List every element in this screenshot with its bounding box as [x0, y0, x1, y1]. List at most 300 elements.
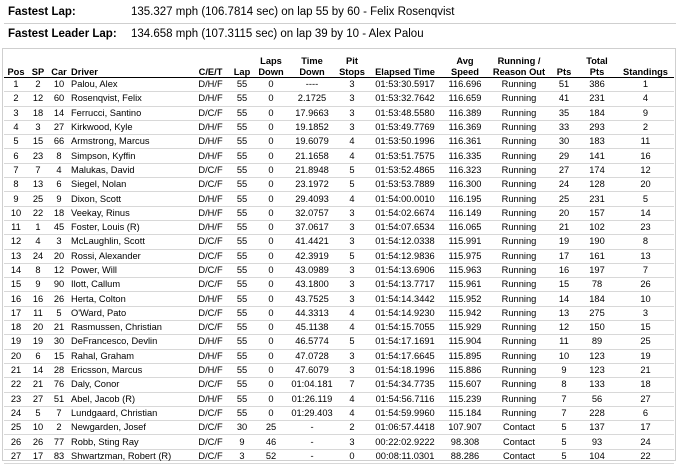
- cell-time-down: 41.4421: [287, 235, 337, 249]
- cell-pts: 35: [551, 106, 577, 120]
- col-header-total-pts: Total Pts: [577, 54, 617, 78]
- col-header-pit-stops: Pit Stops: [337, 54, 367, 78]
- cell-standings: 15: [617, 321, 674, 335]
- table-row: [4, 306, 674, 320]
- col-header-lap: Lap: [229, 54, 255, 78]
- cell-standings: 7: [617, 263, 674, 277]
- cell-laps-down: 0: [255, 135, 287, 149]
- cell-total-pts: 150: [577, 321, 617, 335]
- cell-laps-down: 0: [255, 220, 287, 234]
- cell-pos: 26: [4, 435, 28, 449]
- cell-time-down: 01:29.403: [287, 406, 337, 420]
- cell-elapsed-time: 01:54:17.6645: [367, 349, 443, 363]
- cell-car: 26: [48, 292, 70, 306]
- results-body: [4, 78, 674, 464]
- cell-car: 28: [48, 363, 70, 377]
- cell-elapsed-time: 01:54:12.9836: [367, 249, 443, 263]
- cell-cet: D/C/F: [192, 235, 229, 249]
- cell-sp: 6: [28, 349, 48, 363]
- cell-driver: Ericsson, Marcus: [70, 363, 192, 377]
- cell-avg-speed: 88.286: [443, 449, 487, 463]
- cell-sp: 13: [28, 178, 48, 192]
- cell-lap: 55: [229, 349, 255, 363]
- cell-cet: D/H/F: [192, 292, 229, 306]
- cell-car: 5: [48, 306, 70, 320]
- cell-driver: O'Ward, Pato: [70, 306, 192, 320]
- cell-driver: Veekay, Rinus: [70, 206, 192, 220]
- cell-time-down: 43.1800: [287, 278, 337, 292]
- cell-car: 10: [48, 78, 70, 92]
- results-table: [4, 54, 674, 464]
- cell-time-down: ----: [287, 78, 337, 92]
- table-row: [4, 235, 674, 249]
- col-header-laps-down: Laps Down: [255, 54, 287, 78]
- cell-cet: D/C/F: [192, 406, 229, 420]
- table-row: [4, 278, 674, 292]
- cell-pit-stops: 4: [337, 406, 367, 420]
- cell-car: 4: [48, 163, 70, 177]
- table-row: [4, 321, 674, 335]
- cell-car: 18: [48, 206, 70, 220]
- cell-driver: DeFrancesco, Devlin: [70, 335, 192, 349]
- cell-standings: 1: [617, 78, 674, 92]
- cell-pos: 11: [4, 220, 28, 234]
- cell-driver: Newgarden, Josef: [70, 421, 192, 435]
- cell-car: 8: [48, 149, 70, 163]
- cell-pit-stops: 3: [337, 220, 367, 234]
- table-row: [4, 449, 674, 463]
- cell-pos: 3: [4, 106, 28, 120]
- col-header-running-reason: Running / Reason Out: [487, 54, 551, 78]
- cell-elapsed-time: 01:54:07.6534: [367, 220, 443, 234]
- cell-laps-down: 0: [255, 192, 287, 206]
- cell-cet: D/C/F: [192, 163, 229, 177]
- cell-avg-speed: 115.607: [443, 378, 487, 392]
- cell-car: 30: [48, 335, 70, 349]
- cell-lap: 9: [229, 435, 255, 449]
- table-row: [4, 192, 674, 206]
- table-row: [4, 363, 674, 377]
- cell-running-reason: Running: [487, 106, 551, 120]
- cell-lap: 55: [229, 135, 255, 149]
- cell-cet: D/H/F: [192, 192, 229, 206]
- cell-running-reason: Running: [487, 363, 551, 377]
- cell-avg-speed: 115.904: [443, 335, 487, 349]
- cell-laps-down: 0: [255, 206, 287, 220]
- cell-lap: 55: [229, 378, 255, 392]
- cell-lap: 55: [229, 292, 255, 306]
- cell-total-pts: 56: [577, 392, 617, 406]
- cell-running-reason: Running: [487, 135, 551, 149]
- cell-driver: Foster, Louis (R): [70, 220, 192, 234]
- cell-pts: 7: [551, 406, 577, 420]
- cell-driver: Ferrucci, Santino: [70, 106, 192, 120]
- cell-cet: D/H/F: [192, 92, 229, 106]
- cell-car: 45: [48, 220, 70, 234]
- cell-avg-speed: 115.991: [443, 235, 487, 249]
- cell-lap: 55: [229, 363, 255, 377]
- cell-total-pts: 104: [577, 449, 617, 463]
- table-row: [4, 163, 674, 177]
- cell-laps-down: 0: [255, 406, 287, 420]
- cell-laps-down: 0: [255, 363, 287, 377]
- cell-time-down: -: [287, 435, 337, 449]
- cell-sp: 20: [28, 321, 48, 335]
- cell-standings: 20: [617, 178, 674, 192]
- cell-pit-stops: 3: [337, 349, 367, 363]
- cell-time-down: 37.0617: [287, 220, 337, 234]
- cell-cet: D/C/F: [192, 378, 229, 392]
- cell-laps-down: 0: [255, 178, 287, 192]
- cell-time-down: -: [287, 449, 337, 463]
- table-row: [4, 92, 674, 106]
- cell-driver: Lundgaard, Christian: [70, 406, 192, 420]
- cell-pts: 5: [551, 449, 577, 463]
- cell-car: 14: [48, 106, 70, 120]
- cell-cet: D/H/F: [192, 206, 229, 220]
- cell-pit-stops: 3: [337, 363, 367, 377]
- cell-time-down: 01:26.119: [287, 392, 337, 406]
- cell-cet: D/C/F: [192, 435, 229, 449]
- cell-driver: Ilott, Callum: [70, 278, 192, 292]
- cell-driver: Kirkwood, Kyle: [70, 120, 192, 134]
- cell-cet: D/C/F: [192, 321, 229, 335]
- cell-avg-speed: 116.659: [443, 92, 487, 106]
- cell-car: 15: [48, 349, 70, 363]
- cell-car: 76: [48, 378, 70, 392]
- cell-pos: 6: [4, 149, 28, 163]
- cell-pts: 19: [551, 235, 577, 249]
- table-row: [4, 263, 674, 277]
- table-row: [4, 406, 674, 420]
- table-row: [4, 435, 674, 449]
- cell-elapsed-time: 01:54:34.7735: [367, 378, 443, 392]
- cell-car: 77: [48, 435, 70, 449]
- cell-pos: 14: [4, 263, 28, 277]
- cell-avg-speed: 116.361: [443, 135, 487, 149]
- cell-pts: 11: [551, 335, 577, 349]
- col-header-pos: Pos: [4, 54, 28, 78]
- cell-cet: D/H/F: [192, 392, 229, 406]
- cell-standings: 4: [617, 92, 674, 106]
- cell-pit-stops: 3: [337, 235, 367, 249]
- cell-laps-down: 0: [255, 78, 287, 92]
- cell-pit-stops: 3: [337, 106, 367, 120]
- cell-sp: 24: [28, 249, 48, 263]
- cell-total-pts: 275: [577, 306, 617, 320]
- cell-standings: 17: [617, 421, 674, 435]
- cell-sp: 15: [28, 135, 48, 149]
- cell-standings: 11: [617, 135, 674, 149]
- cell-pts: 27: [551, 163, 577, 177]
- table-row: [4, 106, 674, 120]
- cell-pts: 13: [551, 306, 577, 320]
- cell-driver: McLaughlin, Scott: [70, 235, 192, 249]
- cell-sp: 19: [28, 335, 48, 349]
- cell-cet: D/C/F: [192, 306, 229, 320]
- cell-pos: 15: [4, 278, 28, 292]
- cell-total-pts: 102: [577, 220, 617, 234]
- cell-avg-speed: 115.239: [443, 392, 487, 406]
- cell-laps-down: 0: [255, 278, 287, 292]
- cell-pos: 20: [4, 349, 28, 363]
- cell-sp: 22: [28, 206, 48, 220]
- cell-lap: 55: [229, 321, 255, 335]
- col-header-standings: Standings: [617, 54, 674, 78]
- cell-lap: 3: [229, 449, 255, 463]
- cell-total-pts: 128: [577, 178, 617, 192]
- cell-avg-speed: 115.886: [443, 363, 487, 377]
- cell-avg-speed: 115.929: [443, 321, 487, 335]
- cell-lap: 55: [229, 220, 255, 234]
- header-row: [4, 54, 674, 78]
- col-header-car: Car: [48, 54, 70, 78]
- cell-pos: 12: [4, 235, 28, 249]
- cell-car: 83: [48, 449, 70, 463]
- cell-driver: Robb, Sting Ray: [70, 435, 192, 449]
- cell-standings: 24: [617, 435, 674, 449]
- cell-sp: 8: [28, 263, 48, 277]
- cell-car: 27: [48, 120, 70, 134]
- cell-time-down: 21.1658: [287, 149, 337, 163]
- cell-lap: 30: [229, 421, 255, 435]
- cell-driver: Simpson, Kyffin: [70, 149, 192, 163]
- cell-running-reason: Running: [487, 306, 551, 320]
- cell-avg-speed: 115.975: [443, 249, 487, 263]
- cell-pit-stops: 4: [337, 192, 367, 206]
- cell-avg-speed: 116.389: [443, 106, 487, 120]
- cell-laps-down: 0: [255, 163, 287, 177]
- cell-avg-speed: 116.369: [443, 120, 487, 134]
- cell-time-down: 17.9663: [287, 106, 337, 120]
- cell-time-down: 23.1972: [287, 178, 337, 192]
- cell-sp: 17: [28, 449, 48, 463]
- cell-pit-stops: 4: [337, 392, 367, 406]
- race-summary: [4, 2, 676, 45]
- cell-cet: D/H/F: [192, 349, 229, 363]
- cell-time-down: 19.1852: [287, 120, 337, 134]
- cell-standings: 8: [617, 235, 674, 249]
- cell-pit-stops: 7: [337, 378, 367, 392]
- cell-elapsed-time: 01:54:17.1691: [367, 335, 443, 349]
- cell-time-down: 21.8948: [287, 163, 337, 177]
- fastest-leader-lap-label: Fastest Leader Lap:: [8, 28, 117, 40]
- cell-running-reason: Running: [487, 292, 551, 306]
- cell-standings: 18: [617, 378, 674, 392]
- cell-driver: Dixon, Scott: [70, 192, 192, 206]
- cell-running-reason: Running: [487, 235, 551, 249]
- cell-driver: Palou, Alex: [70, 78, 192, 92]
- table-row: [4, 249, 674, 263]
- cell-running-reason: Contact: [487, 449, 551, 463]
- cell-standings: 13: [617, 249, 674, 263]
- cell-pos: 13: [4, 249, 28, 263]
- cell-cet: D/C/F: [192, 249, 229, 263]
- cell-total-pts: 293: [577, 120, 617, 134]
- cell-time-down: 47.0728: [287, 349, 337, 363]
- table-row: [4, 78, 674, 92]
- cell-cet: D/C/F: [192, 449, 229, 463]
- cell-standings: 25: [617, 335, 674, 349]
- cell-pts: 12: [551, 321, 577, 335]
- cell-pit-stops: 3: [337, 278, 367, 292]
- cell-pos: 10: [4, 206, 28, 220]
- cell-running-reason: Running: [487, 321, 551, 335]
- cell-lap: 55: [229, 406, 255, 420]
- cell-time-down: 43.7525: [287, 292, 337, 306]
- col-header-pts: Pts: [551, 54, 577, 78]
- cell-driver: Malukas, David: [70, 163, 192, 177]
- cell-elapsed-time: 01:53:49.7769: [367, 120, 443, 134]
- cell-sp: 14: [28, 363, 48, 377]
- cell-laps-down: 0: [255, 392, 287, 406]
- cell-running-reason: Running: [487, 392, 551, 406]
- cell-pts: 29: [551, 149, 577, 163]
- cell-running-reason: Running: [487, 192, 551, 206]
- cell-sp: 16: [28, 292, 48, 306]
- cell-cet: D/C/F: [192, 278, 229, 292]
- cell-elapsed-time: 01:54:14.9230: [367, 306, 443, 320]
- cell-avg-speed: 116.696: [443, 78, 487, 92]
- cell-car: 20: [48, 249, 70, 263]
- cell-sp: 4: [28, 235, 48, 249]
- table-row: [4, 120, 674, 134]
- table-row: [4, 292, 674, 306]
- table-row: [4, 206, 674, 220]
- cell-standings: 2: [617, 120, 674, 134]
- cell-pos: 19: [4, 335, 28, 349]
- cell-pts: 25: [551, 192, 577, 206]
- cell-total-pts: 123: [577, 349, 617, 363]
- table-row: [4, 178, 674, 192]
- cell-total-pts: 190: [577, 235, 617, 249]
- cell-elapsed-time: 01:54:13.6906: [367, 263, 443, 277]
- cell-driver: Rosenqvist, Felix: [70, 92, 192, 106]
- table-row: [4, 349, 674, 363]
- cell-cet: D/H/F: [192, 78, 229, 92]
- cell-avg-speed: 116.335: [443, 149, 487, 163]
- table-row: [4, 335, 674, 349]
- cell-elapsed-time: 01:53:48.5580: [367, 106, 443, 120]
- cell-car: 51: [48, 392, 70, 406]
- cell-laps-down: 0: [255, 149, 287, 163]
- col-header-sp: SP: [28, 54, 48, 78]
- cell-pos: 21: [4, 363, 28, 377]
- cell-total-pts: 231: [577, 92, 617, 106]
- cell-pit-stops: 3: [337, 292, 367, 306]
- cell-sp: 2: [28, 78, 48, 92]
- cell-elapsed-time: 00:22:02.9222: [367, 435, 443, 449]
- cell-cet: D/C/F: [192, 106, 229, 120]
- cell-elapsed-time: 01:53:53.7889: [367, 178, 443, 192]
- cell-total-pts: 161: [577, 249, 617, 263]
- cell-elapsed-time: 01:53:51.7575: [367, 149, 443, 163]
- cell-pos: 27: [4, 449, 28, 463]
- cell-driver: Herta, Colton: [70, 292, 192, 306]
- table-row: [4, 421, 674, 435]
- cell-driver: Rasmussen, Christian: [70, 321, 192, 335]
- cell-total-pts: 89: [577, 335, 617, 349]
- cell-pos: 7: [4, 163, 28, 177]
- cell-car: 90: [48, 278, 70, 292]
- cell-total-pts: 123: [577, 363, 617, 377]
- cell-time-down: 47.6079: [287, 363, 337, 377]
- cell-running-reason: Contact: [487, 435, 551, 449]
- cell-standings: 6: [617, 406, 674, 420]
- col-header-avg-speed: Avg Speed: [443, 54, 487, 78]
- cell-driver: Daly, Conor: [70, 378, 192, 392]
- cell-time-down: 45.1138: [287, 321, 337, 335]
- cell-pos: 8: [4, 178, 28, 192]
- cell-pos: 9: [4, 192, 28, 206]
- cell-avg-speed: 116.300: [443, 178, 487, 192]
- cell-car: 2: [48, 421, 70, 435]
- cell-avg-speed: 116.323: [443, 163, 487, 177]
- cell-lap: 55: [229, 392, 255, 406]
- cell-time-down: 42.3919: [287, 249, 337, 263]
- cell-elapsed-time: 01:54:12.0338: [367, 235, 443, 249]
- cell-running-reason: Running: [487, 206, 551, 220]
- cell-elapsed-time: 01:54:13.7717: [367, 278, 443, 292]
- cell-avg-speed: 115.184: [443, 406, 487, 420]
- cell-pit-stops: 5: [337, 178, 367, 192]
- cell-time-down: 32.0757: [287, 206, 337, 220]
- cell-running-reason: Running: [487, 149, 551, 163]
- col-header-cet: C/E/T: [192, 54, 229, 78]
- cell-elapsed-time: 01:54:56.7116: [367, 392, 443, 406]
- cell-sp: 23: [28, 149, 48, 163]
- cell-pts: 51: [551, 78, 577, 92]
- cell-total-pts: 228: [577, 406, 617, 420]
- cell-elapsed-time: 01:54:15.7055: [367, 321, 443, 335]
- cell-avg-speed: 116.149: [443, 206, 487, 220]
- cell-sp: 21: [28, 378, 48, 392]
- cell-pts: 5: [551, 421, 577, 435]
- cell-pts: 24: [551, 178, 577, 192]
- cell-lap: 55: [229, 120, 255, 134]
- cell-elapsed-time: 01:53:50.1996: [367, 135, 443, 149]
- cell-total-pts: 157: [577, 206, 617, 220]
- cell-elapsed-time: 00:08:11.0301: [367, 449, 443, 463]
- cell-lap: 55: [229, 106, 255, 120]
- cell-elapsed-time: 01:53:30.5917: [367, 78, 443, 92]
- cell-cet: D/C/F: [192, 178, 229, 192]
- cell-lap: 55: [229, 149, 255, 163]
- cell-pit-stops: 5: [337, 163, 367, 177]
- cell-pos: 18: [4, 321, 28, 335]
- cell-car: 21: [48, 321, 70, 335]
- cell-pos: 4: [4, 120, 28, 134]
- cell-time-down: -: [287, 421, 337, 435]
- cell-laps-down: 0: [255, 249, 287, 263]
- cell-driver: Siegel, Nolan: [70, 178, 192, 192]
- cell-car: 60: [48, 92, 70, 106]
- cell-driver: Shwartzman, Robert (R): [70, 449, 192, 463]
- cell-sp: 9: [28, 278, 48, 292]
- table-row: [4, 135, 674, 149]
- cell-pit-stops: 0: [337, 449, 367, 463]
- cell-sp: 11: [28, 306, 48, 320]
- cell-laps-down: 52: [255, 449, 287, 463]
- cell-lap: 55: [229, 206, 255, 220]
- cell-time-down: 46.5774: [287, 335, 337, 349]
- cell-standings: 21: [617, 363, 674, 377]
- fastest-leader-lap-value: 134.658 mph (107.3115 sec) on lap 39 by 10 - Alex Palou: [131, 28, 424, 40]
- cell-driver: Abel, Jacob (R): [70, 392, 192, 406]
- cell-standings: 27: [617, 392, 674, 406]
- cell-elapsed-time: 01:53:52.4865: [367, 163, 443, 177]
- cell-avg-speed: 115.952: [443, 292, 487, 306]
